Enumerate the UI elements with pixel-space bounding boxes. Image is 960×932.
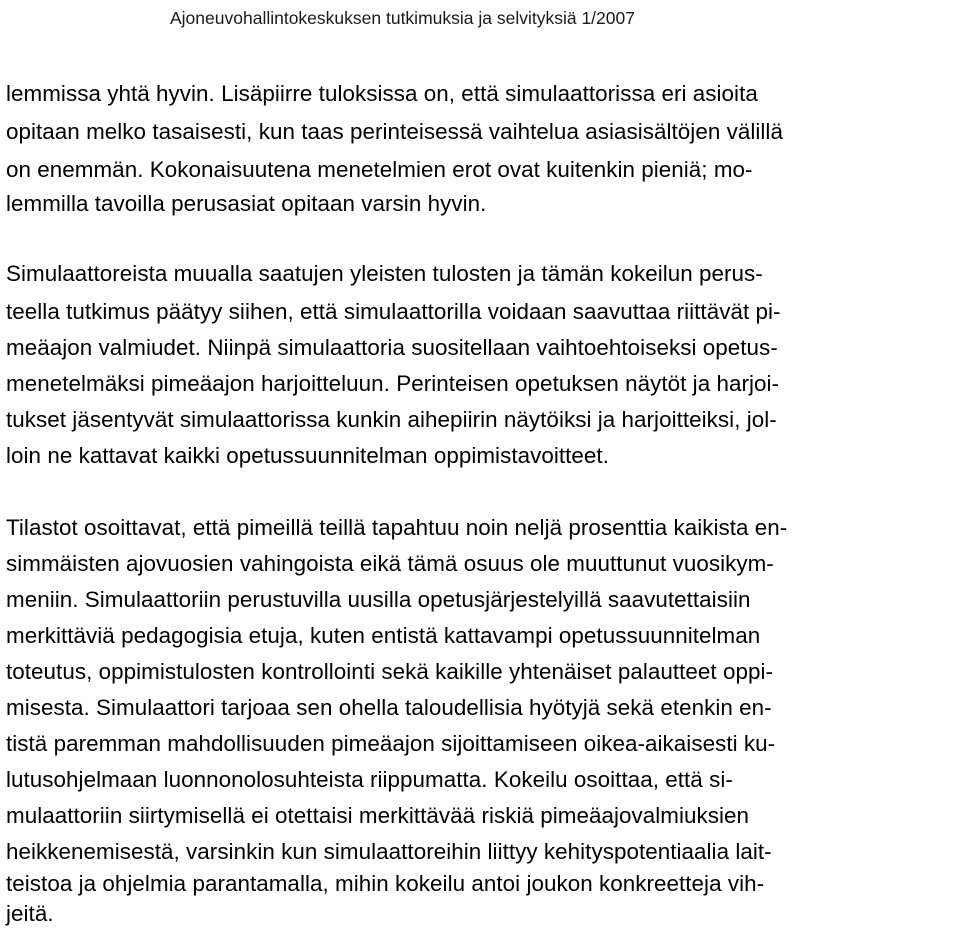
paragraph-3-line-2: simmäisten ajovuosien vahingoista eikä tämä osuus ole muuttunut vuosikym- — [6, 551, 774, 576]
paragraph-2-line-1: Simulaattoreista muualla saatujen yleisten tulosten ja tämän kokeilun perus- — [6, 261, 763, 286]
paragraph-3-line-5: toteutus, oppimistulosten kontrollointi sekä kaikille yhtenäiset palautteet oppi- — [6, 659, 774, 684]
paragraph-3-line-1: Tilastot osoittavat, että pimeillä teillä tapahtuu noin neljä prosenttia kaikista en- — [6, 515, 788, 540]
running-header: Ajoneuvohallintokeskuksen tutkimuksia ja selvityksiä 1/2007 — [170, 8, 635, 28]
paragraph-2-line-6: loin ne kattavat kaikki opetussuunnitelman oppimistavoitteet. — [6, 443, 609, 468]
paragraph-3-line-12: jeitä. — [6, 901, 54, 926]
paragraph-3-line-9: mulaattoriin siirtymisellä ei otettaisi merkittävää riskiä pimeäajovalmiuksien — [6, 803, 750, 828]
paragraph-1-line-3: on enemmän. Kokonaisuutena menetelmien erot ovat kuitenkin pieniä; mo- — [6, 157, 753, 182]
paragraph-3-line-4: merkittäviä pedagogisia etuja, kuten entistä kattavampi opetussuunnitelman — [6, 623, 761, 648]
paragraph-3-line-3: meniin. Simulaattoriin perustuvilla uusilla opetusjärjestelyillä saavutettaisiin — [6, 587, 751, 612]
paragraph-3-line-11: teistoa ja ohjelmia parantamalla, mihin kokeilu antoi joukon konkreetteja vih- — [6, 871, 765, 896]
paragraph-1-line-1: lemmissa yhtä hyvin. Lisäpiirre tuloksissa on, että simulaattorissa eri asioita — [6, 81, 758, 106]
paragraph-3-line-6: misesta. Simulaattori tarjoaa sen ohella taloudellisia hyötyjä sekä etenkin en- — [6, 695, 772, 720]
paragraph-3-line-7: tistä paremman mahdollisuuden pimeäajon sijoittamiseen oikea-aikaisesti ku- — [6, 731, 776, 756]
paragraph-2-line-3: meäajon valmiudet. Niinpä simulaattoria suositellaan vaihtoehtoiseksi opetus- — [6, 335, 778, 360]
paragraph-3-line-10: heikkenemisestä, varsinkin kun simulaattoreihin liittyy kehityspotentiaalia lait- — [6, 839, 772, 864]
paragraph-1-line-2: opitaan melko tasaisesti, kun taas perinteisessä vaihtelua asiasisältöjen välillä — [6, 119, 783, 144]
paragraph-3-line-8: lutusohjelmaan luonnonolosuhteista riippumatta. Kokeilu osoittaa, että si- — [6, 767, 733, 792]
paragraph-2-line-5: tukset jäsentyvät simulaattorissa kunkin aihepiirin näytöiksi ja harjoitteiksi, jol- — [6, 407, 777, 432]
paragraph-2-line-2: teella tutkimus päätyy siihen, että simulaattorilla voidaan saavuttaa riittävät pi- — [6, 299, 781, 324]
paragraph-2-line-4: menetelmäksi pimeäajon harjoitteluun. Perinteisen opetuksen näytöt ja harjoi- — [6, 371, 780, 396]
paragraph-1-line-4: lemmilla tavoilla perusasiat opitaan varsin hyvin. — [6, 191, 487, 216]
